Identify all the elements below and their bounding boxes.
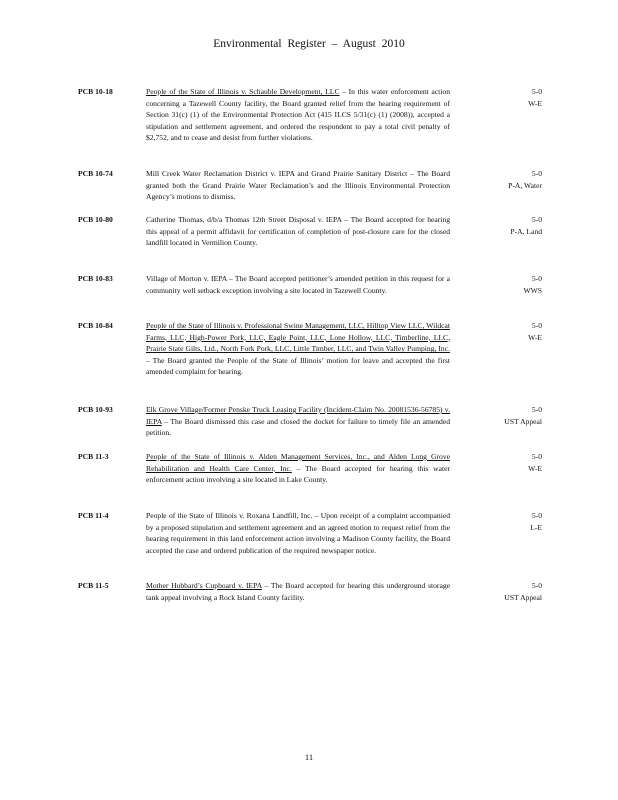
case-summary: – In this water enforcement action concerning a Tazewell County facility, the Board granted relief from the hearing requirement of Section 31(c) (1) of the Environmental Protection Act (415 ILCS 5/31(c) (1) (2008)), accepted a stipulation and settlement agreement, and ordered the respondent to pay a total civil penalty of $2,752, and to cease and desist from further violations. [146,87,450,143]
docket-number: PCB 10-84 [78,321,113,330]
docket-number: PCB 11-5 [78,581,109,590]
case-description [146,510,450,556]
board-vote: 5-0 [531,452,542,461]
case-description [146,404,450,439]
vote-column [462,580,542,603]
case-description [146,214,450,249]
case-type: W-E [528,463,542,473]
page-header: Environmental Register – August 2010 [213,38,405,50]
vote-column [462,451,542,474]
docket-number: PCB 10-74 [78,169,113,178]
case-caption: Elk Grove Village/Former Penske Truck Leasing Facility (Incident-Claim No. 20081536-56785) v. IEPA [146,405,450,426]
docket-number: PCB 10-83 [78,274,113,283]
vote-column [462,86,542,109]
board-vote: 5-0 [531,511,542,520]
case-description [146,86,450,144]
vote-column [462,510,542,533]
docket-number: PCB 10-80 [78,215,113,224]
case-description [146,320,450,378]
case-summary: Village of Morton v. IEPA – The Board accepted petitioner’s amended petition in this request for a community well setback exception involving a site located in Tazewell County. [146,274,450,295]
case-type: L-E [530,522,542,532]
vote-column [462,320,542,343]
case-summary: People of the State of Illinois v. Roxana Landfill, Inc. – Upon receipt of a complaint accompanied by a proposed stipulation and settlement agreement and an agreed motion to request relief from the hearing requirement in this land enforcement action involving a Madison County facility, the Board accepted the case and ordered publication of the required newspaper notice. [146,511,450,555]
docket-number: PCB 11-4 [78,511,109,520]
board-vote: 5-0 [531,405,542,414]
page-number: 11 [304,752,314,762]
board-vote: 5-0 [531,274,542,283]
vote-column [462,404,542,427]
vote-column [462,273,542,296]
board-vote: 5-0 [531,215,542,224]
docket-number: PCB 11-3 [78,452,109,461]
case-description [146,580,450,603]
case-caption: People of the State of Illinois v. Alden Management Services, Inc., and Alden Long Grove Rehabilitation and Health Care Center, Inc. [146,452,450,473]
case-type: P-A, Land [510,226,542,236]
docket-number: PCB 10-18 [78,87,113,96]
case-type: UST Appeal [504,592,542,602]
case-summary: Mill Creek Water Reclamation District v. IEPA and Grand Prairie Sanitary District – The Board granted both the Grand Prairie Water Reclamation’s and the Illinois Environmental Protection Agency’s motions to dismiss. [146,169,450,202]
vote-column [462,168,542,191]
case-caption: Mother Hubbard’s Cupboard v. IEPA [146,581,262,590]
case-caption: People of the State of Illinois v. Schauble Development, LLC [146,87,340,96]
case-type: P-A, Water [508,180,542,190]
case-summary: – The Board accepted for hearing this water enforcement action involving a site located in Lake County. [146,463,450,485]
case-description [146,168,450,203]
board-vote: 5-0 [531,581,542,590]
case-summary: – The Board dismissed this case and closed the docket for failure to timely file an amended petition. [146,416,450,438]
docket-number: PCB 10-93 [78,405,113,414]
case-description [146,273,450,296]
case-summary: – The Board granted the People of the State of Illinois’ motion for leave and accepted the first amended complaint for hearing. [146,355,450,377]
case-summary: – The Board accepted for hearing this underground storage tank appeal involving a Rock Island County facility. [146,581,451,602]
case-caption: People of the State of Illinois v. Professional Swine Management, LLC, Hilltop View LLC, Wildcat Farms, LLC, High-Power Pork, LLC, Eagle Point, LLC, Lone Hollow, LLC, Timberline, LLC, Prairie State Gilts, Ltd., North Fork Pork, LLC, Little Timber, LLC, and Twin Valley Pumping, Inc. [146,321,450,354]
board-vote: 5-0 [531,169,542,178]
case-type: WWS [523,285,542,295]
case-type: W-E [528,332,542,342]
case-type: W-E [528,98,542,108]
board-vote: 5-0 [531,87,542,96]
case-description [146,451,450,486]
board-vote: 5-0 [531,321,542,330]
case-summary: Catherine Thomas, d/b/a Thomas 12th Street Disposal v. IEPA – The Board accepted for hearing this appeal of a permit affidavit for certification of completion of post-closure care for the closed landfill located in Vermilion County. [146,215,450,248]
vote-column [462,214,542,237]
case-type: UST Appeal [504,416,542,426]
